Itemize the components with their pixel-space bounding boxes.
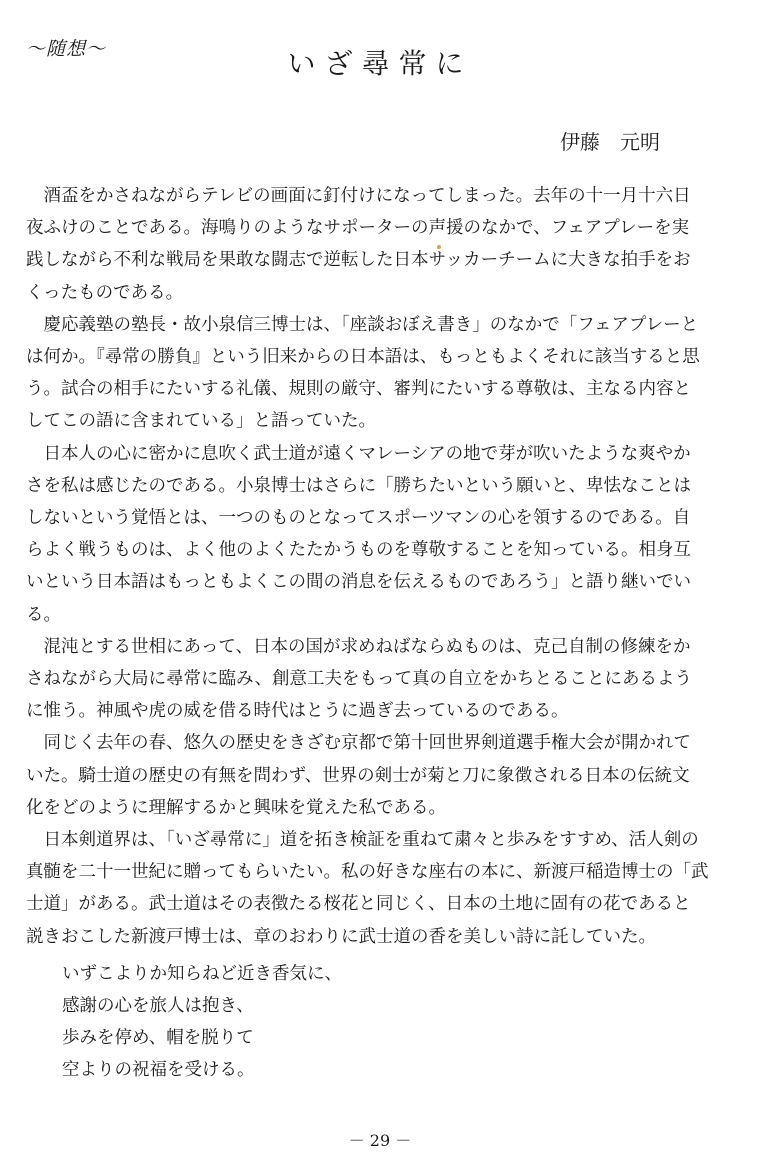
ink-mark (437, 245, 441, 249)
poem-line: 感謝の心を旅人は抱き、 (62, 996, 254, 1016)
body-line: 日本剣道界は、「いざ尋常に」道を拓き検証を重ねて粛々と歩みをすすめ、活人剣の (26, 830, 699, 850)
body-line: う。試合の相手にたいする礼儀、規則の厳守、審判にたいする尊敬は、主なる内容と (26, 379, 691, 400)
body-line: に惟う。神風や虎の威を借る時代はとうに過ぎ去っているのである。 (26, 701, 569, 722)
body-line: 真髄を二十一世紀に贈ってもらいたい。私の好きな座右の本に、新渡戸稲造博士の「武 (26, 862, 709, 883)
body-line: さを私は感じたのである。小泉博士はさらに「勝ちたいという願いと、卑怯なことは (26, 475, 691, 496)
body-line: る。 (26, 604, 61, 625)
page-number: － 29 － (348, 1131, 412, 1150)
body-line: らよく戦うものは、よく他のよくたたかうものを尊敬することを知っている。相身互 (26, 540, 691, 561)
body-line: さねながら大局に尋常に臨み、創意工夫をもって真の自立をかちとることにあるよう (26, 669, 693, 689)
body-line: 同じく去年の春、悠久の歴史をきざむ京都で第十回世界剣道選手権大会が開かれて (26, 733, 691, 754)
body-line: 慶応義塾の塾長・故小泉信三博士は、「座談おぼえ書き」のなかで「フェアプレーと (26, 314, 699, 335)
body-line: しないという覚悟とは、一つのものとなってスポーツマンの心を領するのである。自 (26, 508, 691, 528)
body-line: 混沌とする世相にあって、日本の国が求めねばならぬものは、克己自制の修練をか (26, 636, 691, 657)
body-line: 化をどのように理解するかと興味を覚えた私である。 (26, 797, 446, 818)
poem-line: 歩みを停め、帽を脱りて (62, 1028, 254, 1048)
body-line: くったものである。 (26, 282, 184, 303)
body-line: いた。騎士道の歴史の有無を問わず、世界の剣士が菊と刀に象徴される日本の伝統文 (26, 765, 690, 786)
body-line: 践しながら不利な戦局を果敢な闘志で逆転した日本サッカーチームに大きな拍手をお (26, 250, 691, 271)
body-line: いという日本語はもっともよくこの間の消息を伝えるものであろう」と語り継いでい (26, 572, 691, 593)
poem-line: 空よりの祝福を受ける。 (62, 1060, 255, 1080)
body-line: 日本人の心に密かに息吹く武士道が遠くマレーシアの地で芽が吹いたような爽やか (26, 443, 691, 464)
essay-category: ～随想～ (26, 38, 107, 60)
author-name: 伊藤 元明 (560, 130, 660, 154)
body-line: 酒盃をかさねながらテレビの画面に釘付けになってしまった。去年の十一月十六日 (26, 186, 691, 206)
page-title: いざ尋常に (287, 47, 473, 80)
body-line: 夜ふけのことである。海鳴りのようなサポーターの声援のなかで、フェアプレーを実 (26, 218, 690, 239)
body-line: してこの語に含まれている」と語っていた。 (26, 411, 376, 432)
body-line: は何か。『尋常の勝負』という旧来からの日本語は、もっともよくそれに該当すると思 (26, 347, 700, 367)
body-line: 説きおこした新渡戸博士は、章のおわりに武士道の香を美しい詩に託していた。 (26, 926, 656, 947)
body-line: 士道」がある。武士道はその表徴たる桜花と同じく、日本の土地に固有の花であると (26, 894, 691, 915)
poem-line: いずこよりか知らねど近き香気に、 (62, 964, 342, 984)
